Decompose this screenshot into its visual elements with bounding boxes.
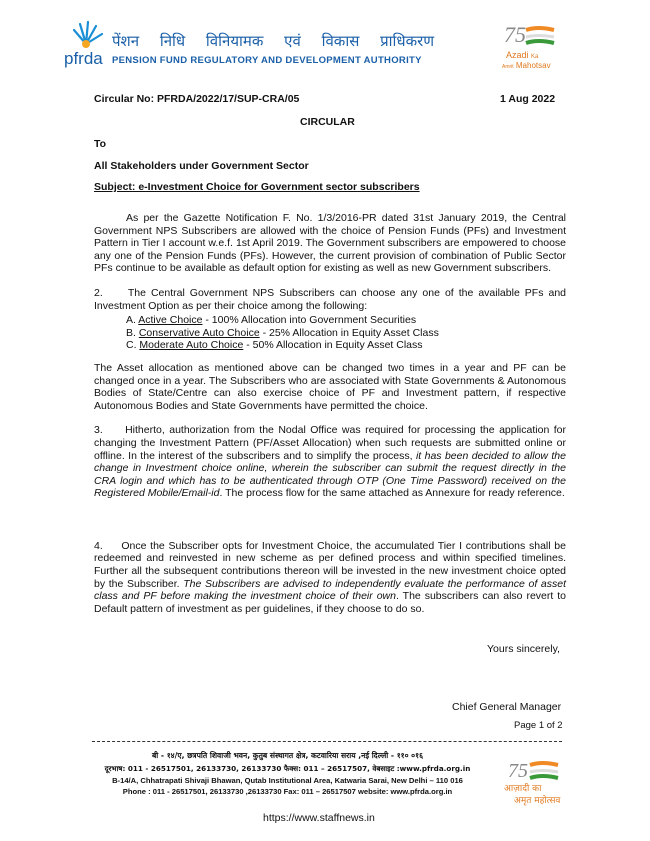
svg-text:अमृत महोत्सव: अमृत महोत्सव [514, 796, 561, 806]
option-item: A. Active Choice - 100% Allocation into Government Securities [126, 314, 417, 327]
english-org-title: PENSION FUND REGULATORY AND DEVELOPMENT AUTHORITY [112, 55, 422, 66]
circular-number: Circular No: PFRDA/2022/17/SUP-CRA/05 [94, 93, 300, 105]
circular-body [94, 212, 566, 627]
footer-hindi-phone: दूरभाष: 011 - 26517501, 26133730, 26133730 फैक्स: 011 – 26517507, वेबसाइट :www.pfrda.org.in [104, 764, 471, 773]
footer-divider [92, 741, 562, 742]
svg-text:Azadi Ka: Azadi Ka [506, 50, 539, 60]
circular-heading: CIRCULAR [300, 116, 355, 128]
svg-text:आज़ादी का: आज़ादी का [504, 784, 542, 794]
subject: Subject: e-Investment Choice for Government sector subscribers [94, 181, 420, 193]
investment-options-list [126, 314, 566, 352]
azadi-hindi-logo [500, 757, 572, 807]
page-number: Page 1 of 2 [514, 720, 563, 731]
svg-text:75: 75 [504, 22, 526, 47]
azadi-ka-amrit-mahotsav-logo [498, 20, 568, 72]
addressee: All Stakeholders under Government Sector [94, 160, 309, 172]
option-item: B. Conservative Auto Choice - 25% Allocation in Equity Asset Class [126, 326, 439, 339]
svg-text:75: 75 [508, 760, 528, 782]
circular-date: 1 Aug 2022 [500, 93, 556, 105]
option-item: C. Moderate Auto Choice - 50% Allocation in Equity Asset Class [126, 339, 423, 352]
paragraph-4: 4. Once the Subscriber opts for Investment Choice, the accumulated Tier I contributions shall be redeemed and reinvested in new scheme as per defined process and within specified timelines. Further all the subsequent contributions thereon will be invested in the new investment choice opted by the Subscriber. The Subscribers are advised to independently evaluate the performance of asset class and PF before making the investment choice of their own. The subscribers can also revert to Default pattern of investment as per guidelines, if they choose to do so. [94, 539, 567, 615]
paragraph-2b: The Asset allocation as mentioned above can be changed two times in a year and PF can be changed once in a year. The Subscribers who are associated with State Governments & Autonomous Bodies of State/Centre can also exercise choice of PF and Investment pattern, if respective Autonomous Bodies and State Governments have permitted the choice. [94, 361, 566, 412]
signatory: Chief General Manager [452, 701, 562, 713]
paragraph-3: 3. Hitherto, authorization from the Nodal Office was required for processing the application for changing the Investment Pattern (PF/Asset Allocation) when such requests are submitted online or offline. In the interest of the subscribers and to simplify the process, it has been decided to allow the change in Investment choice online, wherein the subscriber can submit the request directly in the CRA login and which has to be authenticated through OTP (One Time Password) received on the Registered Mobile/Email-id. The process flow for the same attached as Annexure for ready reference. [94, 424, 566, 500]
hindi-org-title: पेंशन निधि विनियामक एवं विकास प्राधिकरण [112, 32, 435, 50]
svg-text:pfrda: pfrda [64, 49, 103, 68]
to-label: To [94, 138, 107, 150]
closing: Yours sincerely, [487, 643, 560, 655]
pfrda-logo [64, 18, 108, 68]
source-link[interactable]: https://www.staffnews.in [263, 812, 375, 824]
footer-hindi-address: बी - १४/ए, छत्रपति शिवाजी भवन, कुतुब संस्थागत क्षेत्र, कटवारिया सराय ,नई दिल्ली - ११० ०१६ [151, 751, 424, 760]
paragraph-1: As per the Gazette Notification F. No. 1/3/2016-PR dated 31st January 2019, the Central Government NPS Subscribers are allowed with the choice of Pension Funds (PFs) and Investment Pattern in Tier I account w.e.f. 1st April 2019. The Government subscribers are empowered to choose any one of the Pension Funds (PFs). However, the current provision of combination of Public Sector PFs continue to be available as default option for existing as well as new Government subscribers. [94, 212, 566, 275]
footer-address: B-14/A, Chhatrapati Shivaji Bhawan, Qutab Institutional Area, Katwaria Sarai, New Delhi – 110 016 [112, 776, 463, 785]
svg-text:Amrit Mahotsav: Amrit Mahotsav [502, 61, 551, 70]
footer-phone: Phone : 011 - 26517501, 26133730 ,26133730 Fax: 011 – 26517507 website: www.pfrda.org.in [122, 787, 453, 796]
paragraph-2: 2. The Central Government NPS Subscribers can choose any one of the available PFs and Investment Option as per their choice among the following: [94, 286, 566, 312]
